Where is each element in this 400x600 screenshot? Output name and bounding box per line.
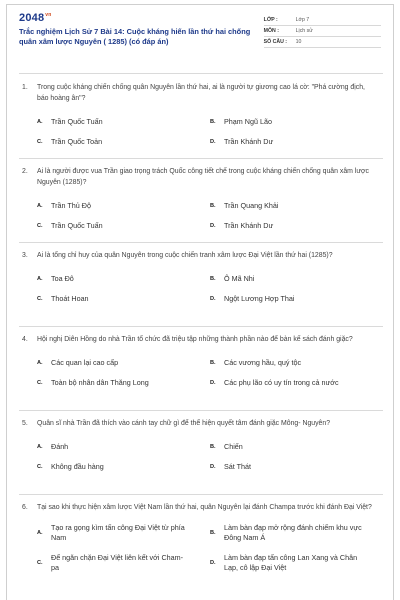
question-divider bbox=[19, 326, 383, 327]
option-text: Các quan lại cao cấp bbox=[51, 358, 119, 367]
option-label: B. bbox=[210, 530, 216, 536]
option-label: A. bbox=[37, 203, 43, 209]
option-text: Trần Quang Khải bbox=[224, 201, 279, 210]
option-text: Ngột Lương Hợp Thai bbox=[224, 294, 295, 303]
question-text: Quân sĩ nhà Trần đã thích vào cánh tay chữ gì để thể hiện quyết tâm đánh giặc Mông- Nguyên? bbox=[37, 420, 331, 427]
option-b[interactable] bbox=[210, 269, 383, 289]
meta-count bbox=[264, 37, 381, 48]
question-5 bbox=[19, 418, 383, 477]
option-d[interactable] bbox=[210, 548, 383, 578]
option-label: A. bbox=[37, 276, 43, 282]
question-stem bbox=[19, 418, 383, 429]
question-divider bbox=[19, 242, 383, 243]
option-a[interactable] bbox=[37, 196, 210, 216]
worksheet-header bbox=[7, 5, 393, 67]
header-left bbox=[19, 12, 258, 67]
question-text: Hội nghị Diên Hồng do nhà Trần tổ chức đã triệu tập những thành phần nào để bàn kế sách đánh giặc? bbox=[37, 336, 353, 343]
option-label: D. bbox=[210, 464, 216, 470]
option-text: Làm bàn đạp tấn công Lan Xang và Chân Lạp, cô lập Đại Việt bbox=[224, 553, 358, 572]
option-label: C. bbox=[37, 560, 43, 566]
option-text: Để ngăn chặn Đại Việt liên kết với Cham-pa bbox=[51, 553, 184, 572]
option-label: B. bbox=[210, 119, 216, 125]
options bbox=[37, 353, 383, 393]
option-text: Đánh bbox=[51, 442, 69, 451]
option-a[interactable] bbox=[37, 112, 210, 132]
option-b[interactable] bbox=[210, 518, 383, 548]
option-label: B. bbox=[210, 444, 216, 450]
option-d[interactable] bbox=[210, 373, 383, 393]
option-label: A. bbox=[37, 530, 43, 536]
option-c[interactable] bbox=[37, 457, 210, 477]
question-3 bbox=[19, 250, 383, 309]
worksheet-page bbox=[6, 4, 394, 600]
options bbox=[37, 518, 383, 578]
option-a[interactable] bbox=[37, 518, 210, 548]
meta-value: 10 bbox=[295, 39, 302, 45]
option-text: Sát Thát bbox=[224, 462, 252, 471]
options bbox=[37, 269, 383, 309]
question-stem bbox=[19, 166, 383, 188]
option-d[interactable] bbox=[210, 216, 383, 236]
option-text: Chiến bbox=[224, 442, 243, 451]
option-label: C. bbox=[37, 296, 43, 302]
options bbox=[37, 196, 383, 236]
option-text: Toa Đô bbox=[51, 274, 74, 283]
question-divider bbox=[19, 410, 383, 411]
header-divider bbox=[19, 73, 383, 74]
meta-label: SỐ CÂU : bbox=[263, 39, 287, 45]
question-1 bbox=[19, 82, 383, 152]
page-title: Trắc nghiệm Lịch Sử 7 Bài 14: Cuộc kháng hiến lần thứ hai chống quân xâm lược Nguyên ( 1285) (có đáp án) bbox=[19, 27, 251, 46]
option-label: C. bbox=[37, 380, 43, 386]
option-label: A. bbox=[37, 444, 43, 450]
options bbox=[37, 112, 383, 152]
question-number: 1. bbox=[22, 84, 28, 91]
option-text: Phạm Ngũ Lão bbox=[224, 117, 272, 126]
option-b[interactable] bbox=[210, 196, 383, 216]
option-text: Các phụ lão có uy tín trong cả nước bbox=[224, 378, 339, 387]
option-label: D. bbox=[210, 223, 216, 229]
option-b[interactable] bbox=[210, 353, 383, 373]
question-text: Ai là tổng chỉ huy của quân Nguyên trong cuộc chiến tranh xâm lược Đại Việt lần thứ hai (1285)? bbox=[37, 252, 333, 259]
meta-label: MÔN : bbox=[263, 28, 279, 34]
option-text: Các vương hầu, quý tộc bbox=[224, 358, 302, 367]
option-text: Trần Quốc Tuấn bbox=[51, 221, 103, 230]
option-label: D. bbox=[210, 296, 216, 302]
question-number: 5. bbox=[22, 420, 28, 427]
option-label: A. bbox=[37, 360, 43, 366]
question-stem bbox=[19, 250, 383, 261]
question-text: Trong cuộc kháng chiến chống quân Nguyên lần thứ hai, ai là người tự giương cao lá cờ: "Phá cường địch, báo hoàng ân"? bbox=[37, 84, 365, 102]
option-b[interactable] bbox=[210, 437, 383, 457]
site-logo[interactable] bbox=[19, 12, 258, 24]
meta-subject bbox=[264, 26, 381, 37]
meta-value: Lịch sử bbox=[295, 28, 313, 34]
question-number: 3. bbox=[22, 252, 28, 259]
option-label: D. bbox=[210, 380, 216, 386]
option-d[interactable] bbox=[210, 457, 383, 477]
option-label: C. bbox=[37, 223, 43, 229]
option-label: C. bbox=[37, 139, 43, 145]
option-label: B. bbox=[210, 360, 216, 366]
option-label: D. bbox=[210, 560, 216, 566]
option-label: B. bbox=[210, 203, 216, 209]
header-meta bbox=[264, 15, 381, 67]
option-text: Ô Mã Nhi bbox=[224, 274, 255, 283]
option-c[interactable] bbox=[37, 132, 210, 152]
option-label: D. bbox=[210, 139, 216, 145]
question-number: 2. bbox=[22, 168, 28, 175]
option-text: Không đầu hàng bbox=[51, 462, 104, 471]
question-stem bbox=[19, 502, 383, 513]
question-stem bbox=[19, 82, 383, 104]
option-text: Làm bàn đạp mở rộng đánh chiếm khu vực Đông Nam Á bbox=[224, 523, 362, 542]
option-c[interactable] bbox=[37, 289, 210, 309]
option-text: Thoát Hoan bbox=[51, 294, 89, 303]
logo-text: 2048 bbox=[19, 12, 45, 24]
option-label: B. bbox=[210, 276, 216, 282]
meta-grade bbox=[264, 15, 381, 26]
option-d[interactable] bbox=[210, 289, 383, 309]
option-c[interactable] bbox=[37, 373, 210, 393]
question-divider bbox=[19, 158, 383, 159]
option-label: C. bbox=[37, 464, 43, 470]
option-d[interactable] bbox=[210, 132, 383, 152]
question-text: Tại sao khi thực hiện xâm lược Việt Nam lần thứ hai, quân Nguyên lại đánh Champa trước khi đánh Đại Việt? bbox=[37, 504, 372, 511]
question-4 bbox=[19, 334, 383, 393]
option-text: Trần Khánh Dư bbox=[224, 221, 274, 230]
question-2 bbox=[19, 166, 383, 236]
option-text: Trần Quốc Tuấn bbox=[51, 117, 103, 126]
option-b[interactable] bbox=[210, 112, 383, 132]
question-number: 6. bbox=[22, 504, 28, 511]
meta-label: LỚP : bbox=[263, 17, 278, 23]
option-a[interactable] bbox=[37, 437, 210, 457]
option-text: Trần Khánh Dư bbox=[224, 137, 274, 146]
option-a[interactable] bbox=[37, 269, 210, 289]
options bbox=[37, 437, 383, 477]
option-c[interactable] bbox=[37, 548, 210, 578]
logo-suffix: vn bbox=[45, 12, 52, 19]
meta-value: Lớp 7 bbox=[295, 17, 310, 23]
option-c[interactable] bbox=[37, 216, 210, 236]
question-number: 4. bbox=[22, 336, 28, 343]
option-text: Toàn bộ nhân dân Thăng Long bbox=[51, 378, 149, 387]
question-text: Ai là người được vua Trần giao trọng trách Quốc công tiết chế trong cuộc kháng chiến chống quân xâm lược Nguyên (1285)? bbox=[37, 168, 369, 186]
option-text: Trần Quốc Toản bbox=[51, 137, 103, 146]
option-text: Trần Thủ Độ bbox=[51, 201, 91, 210]
option-a[interactable] bbox=[37, 353, 210, 373]
question-divider bbox=[19, 494, 383, 495]
option-text: Tạo ra gọng kìm tấn công Đại Việt từ phía Nam bbox=[51, 523, 185, 542]
question-6 bbox=[19, 502, 383, 578]
option-label: A. bbox=[37, 119, 43, 125]
question-stem bbox=[19, 334, 383, 345]
